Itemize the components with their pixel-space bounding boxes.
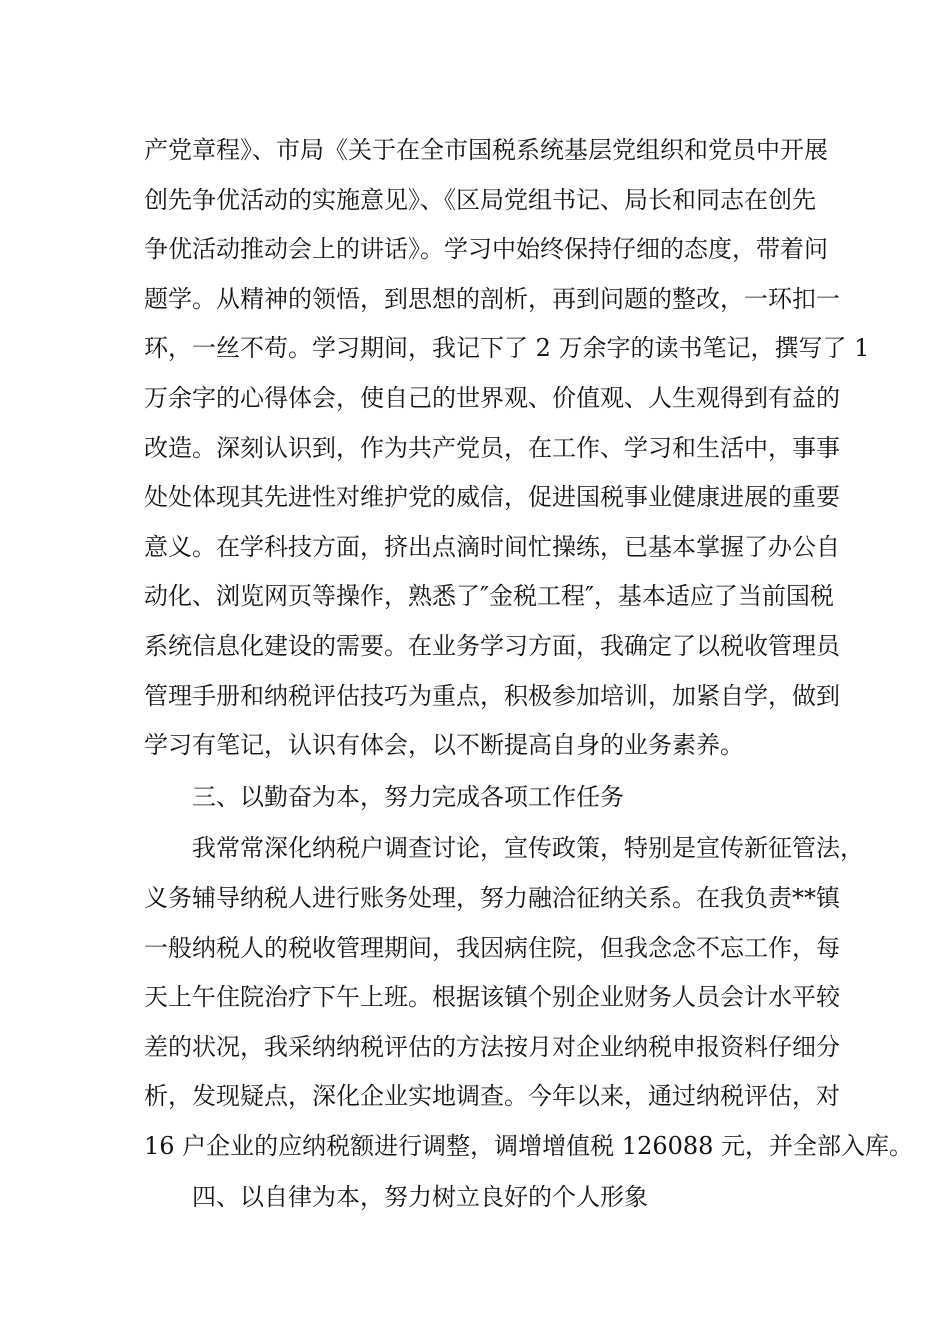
paragraph-line: 争优活动推动会上的讲话》。学习中始终保持仔细的态度，带着问 [144, 235, 828, 264]
paragraph-line: 差的状况，我采纳纳税评估的方法按月对企业纳税申报资料仔细分 [144, 1032, 840, 1061]
paragraph-line: 学习有笔记，认识有体会，以不断提高自身的业务素养。 [144, 731, 744, 760]
paragraph-line: 环，一丝不苟。学习期间，我记下了 2 万余字的读书笔记，撰写了 1 [144, 334, 870, 363]
paragraph-line: 义务辅导纳税人进行账务处理，努力融洽征纳关系。在我负责**镇 [144, 883, 840, 912]
paragraph-line: 管理手册和纳税评估技巧为重点，积极参加培训，加紧自学，做到 [144, 681, 840, 710]
document-body [144, 126, 914, 1223]
paragraph-line: 产党章程》、市局《关于在全市国税系统基层党组织和党员中开展 [144, 136, 828, 164]
section-heading-3: 三、以勤奋为本，努力完成各项工作任务 [192, 782, 624, 811]
paragraph-line: 处处体现其先进性对维护党的威信，促进国税事业健康进展的重要 [144, 483, 840, 512]
paragraph-line: 一般纳税人的税收管理期间，我因病住院，但我念念不忘工作，每 [144, 933, 840, 962]
paragraph-line: 改造。深刻认识到，作为共产党员，在工作、学习和生活中，事事 [144, 433, 840, 462]
paragraph-study [144, 126, 870, 771]
paragraph-line: 析，发现疑点，深化企业实地调查。今年以来，通过纳税评估，对 [144, 1082, 840, 1111]
paragraph-line: 16 户企业的应纳税额进行调整，调增增值税 126088 元，并全部入库。 [144, 1131, 914, 1160]
paragraph-line: 我常常深化纳税户调查讨论，宣传政策，特别是宣传新征管法， [192, 834, 864, 863]
paragraph-line: 天上午住院治疗下午上班。根据该镇个别企业财务人员会计水平较 [144, 983, 840, 1012]
paragraph-work [144, 824, 914, 1171]
paragraph-line: 意义。在学科技方面，挤出点滴时间忙操练，已基本掌握了办公自 [144, 532, 840, 561]
paragraph-line: 万余字的心得体会，使自己的世界观、价值观、人生观得到有益的 [144, 383, 840, 412]
section-heading-4: 四、以自律为本，努力树立良好的个人形象 [192, 1183, 648, 1212]
paragraph-line: 题学。从精神的领悟，到思想的剖析，再到问题的整改，一环扣一 [144, 284, 840, 313]
paragraph-line: 创先争优活动的实施意见》、《区局党组书记、局长和同志在创先 [144, 185, 816, 214]
paragraph-line: 动化、浏览网页等操作，熟悉了″金税工程″，基本适应了当前国税 [144, 582, 834, 611]
paragraph-line: 系统信息化建设的需要。在业务学习方面，我确定了以税收管理员 [144, 631, 840, 660]
